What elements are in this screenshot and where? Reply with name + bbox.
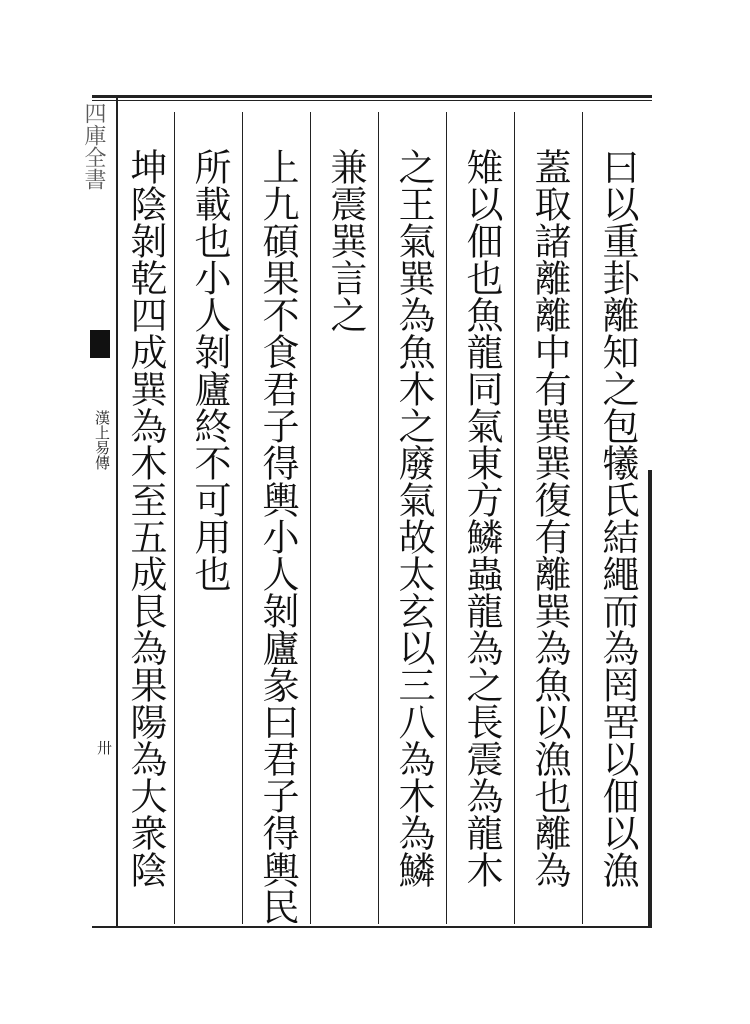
top-border (92, 95, 652, 98)
margin-line (116, 98, 118, 928)
page-number: 卅 (95, 740, 113, 755)
column-rule (446, 112, 447, 924)
column-rule (242, 112, 243, 924)
text-column-1: 曰以重卦離知之包犧氏結繩而為罔罟以佃以漁 (596, 148, 639, 888)
column-rule (310, 112, 311, 924)
text-column-6: 上九碩果不食君子得輿小人剝廬彖曰君子得輿民 (256, 148, 299, 925)
book-title: 漢上易傳 (93, 410, 111, 470)
column-rule (582, 112, 583, 924)
text-column-7: 所載也小人剝廬終不可用也 (188, 148, 231, 592)
text-column-8: 坤陰剝乾四成巽為木至五成艮為果陽為大衆陰 (124, 148, 167, 888)
column-rule (174, 112, 175, 924)
right-border (648, 470, 652, 928)
text-column-3: 雉以佃也魚龍同氣東方鱗蟲龍為之長震為龍木 (460, 148, 503, 888)
bottom-border (92, 926, 652, 928)
text-column-2: 蓋取諸離離中有巽巽復有離巽為魚以漁也離為 (528, 148, 571, 888)
text-column-4: 之王氣巽為魚木之廢氣故太玄以三八為木為鱗 (392, 148, 435, 888)
top-border-inner (92, 100, 652, 101)
fish-tail-mark (90, 330, 110, 358)
column-rule (514, 112, 515, 924)
text-column-5: 兼震巽言之 (324, 148, 367, 333)
column-rule (378, 112, 379, 924)
margin-header: 四庫全書 (81, 102, 106, 190)
